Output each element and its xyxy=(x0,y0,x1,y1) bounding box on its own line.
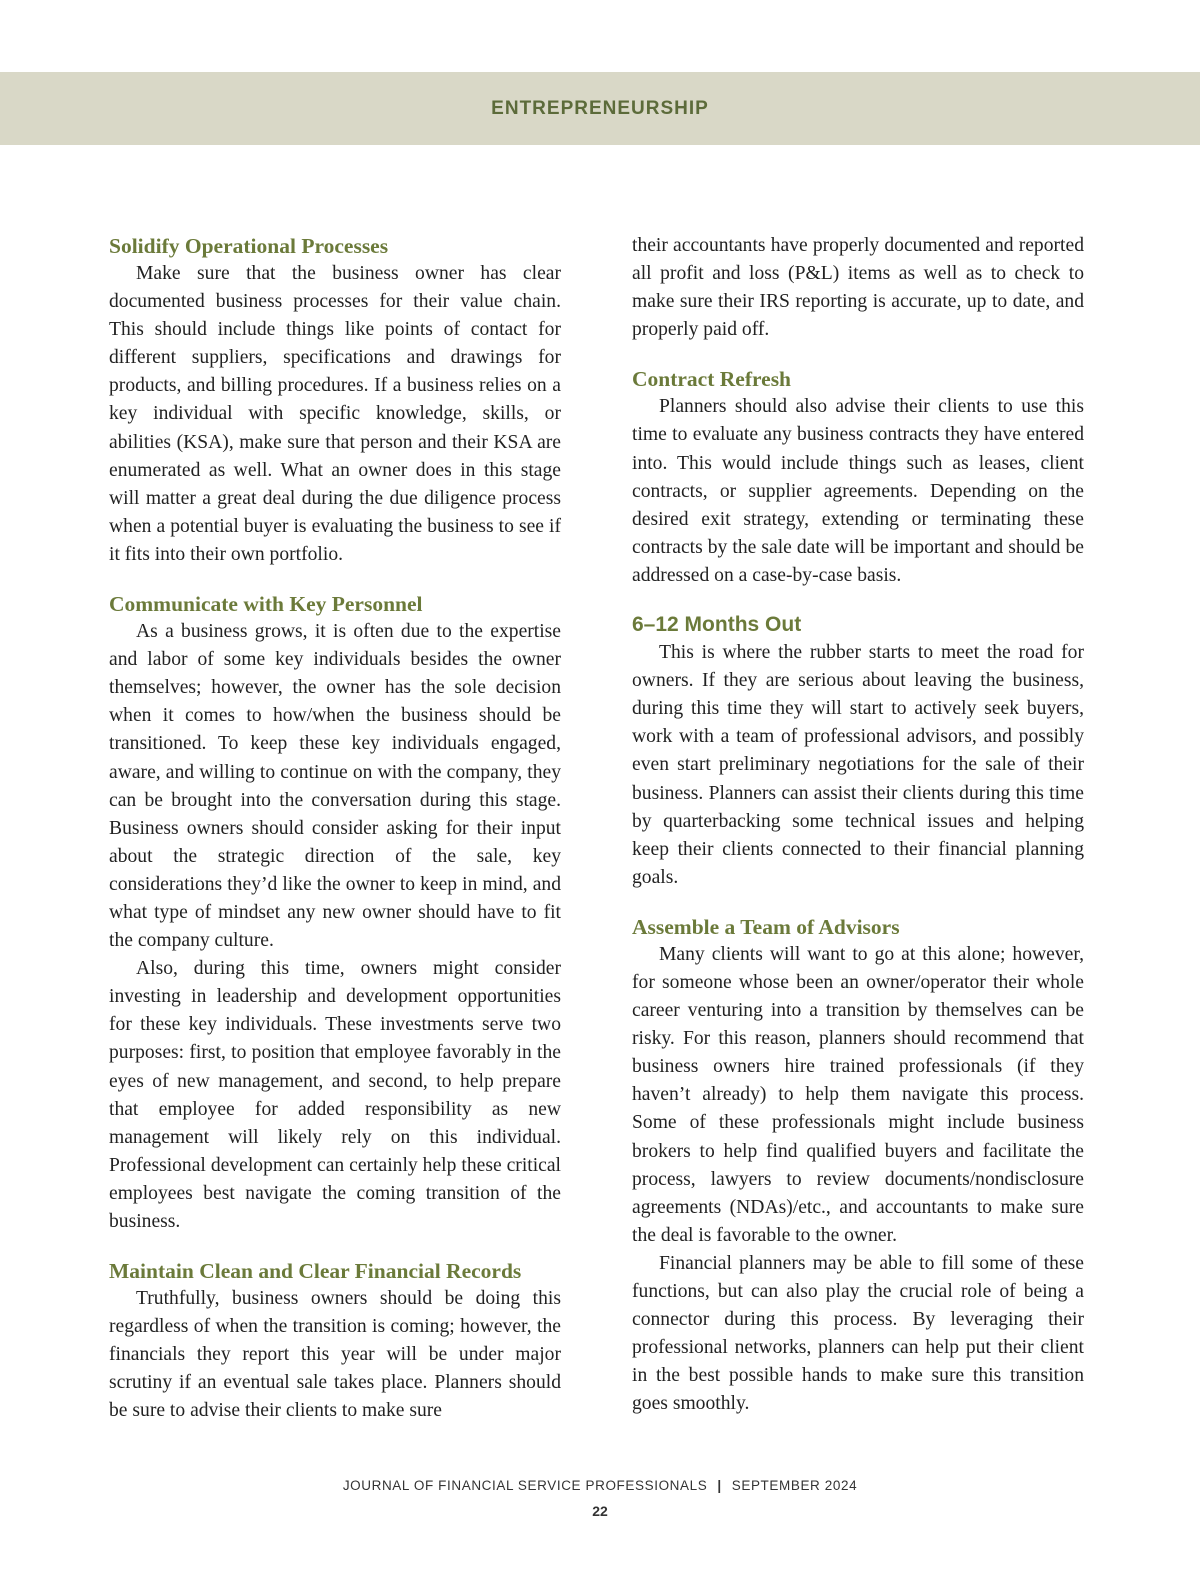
left-column xyxy=(109,232,561,1426)
paragraph: Truthfully, business owners should be doing this regardless of when the transition is coming; however, the financials they report this year will be under major scrutiny if an eventual sale takes place. Planners should be sure to advise their clients to make sure xyxy=(109,1288,561,1422)
page-number: 22 xyxy=(592,1503,608,1519)
paragraph: Make sure that the business owner has clear documented business processes for their value chain. This should include things like points of contact for different suppliers, specifications and drawings for products, and billing procedures. If a business relies on a key individual with specific knowledge, skills, or abilities (KSA), make sure that person and their KSA are enumerated as well. What an owner does in this stage will matter a great deal during the due diligence process when a potential buyer is evaluating the business to see if it fits into their own portfolio. xyxy=(109,263,561,565)
paragraph: As a business grows, it is often due to the expertise and labor of some key individuals besides the owner themselves; however, the owner has the sole decision when it comes to how/when the business should be transitioned. To keep these key individuals engaged, aware, and willing to continue on with the company, they can be brought into the conversation during this stage. Business owners should consider asking for their input about the strategic direction of the sale, key considerations they’d like the owner to keep in mind, and what type of mindset any new owner should have to fit the company culture. xyxy=(109,621,561,952)
heading-solidify-operational-processes: Solidify Operational Processes xyxy=(109,234,389,258)
right-column xyxy=(632,232,1084,1418)
heading-financial-records: Maintain Clean and Clear Financial Records xyxy=(109,1259,522,1284)
paragraph: Also, during this time, owners might consider investing in leadership and development opportunities for these key individuals. These investments serve two purposes: first, to position that employee favorably in the eyes of new management, and second, to help prepare that employee for added responsibility as new management will likely rely on this individual. Professional development can certainly help these critical employees best navigate the coming transition of the business. xyxy=(109,958,561,1232)
heading-6-12-months-out: 6–12 Months Out xyxy=(632,613,802,637)
heading-communicate-key-personnel: Communicate with Key Personnel xyxy=(109,592,423,617)
paragraph: Financial planners may be able to fill some of these functions, but can also play the crucial role of being a connector during this process. By leveraging their professional networks, planners can help put their client in the best possible hands to make sure this transition goes smoothly. xyxy=(632,1252,1084,1415)
paragraph-continuation: their accountants have properly documented and reported all profit and loss (P&L) items as well as to check to make sure their IRS reporting is accurate, up to date, and properly paid off. xyxy=(632,235,1084,341)
paragraph: This is where the rubber starts to meet the road for owners. If they are serious about leaving the business, during this time they will start to actively seek buyers, work with a team of professional advisors, and possibly even start preliminary negotiations for the sale of their business. Planners can assist their clients during this time by quarterbacking some technical issues and helping keep their clients connected to their financial planning goals. xyxy=(632,642,1084,888)
heading-assemble-team-advisors: Assemble a Team of Advisors xyxy=(632,914,900,939)
journal-name: JOURNAL OF FINANCIAL SERVICE PROFESSIONALS xyxy=(342,1478,708,1493)
issue-date: SEPTEMBER 2024 xyxy=(731,1478,858,1493)
section-label: ENTREPRENEURSHIP xyxy=(491,97,709,119)
paragraph: Planners should also advise their clients to use this time to evaluate any business contracts they have entered into. This would include things such as leases, client contracts, or supplier agreements. Depending on the desired exit strategy, extending or terminating these contracts by the sale date will be important and should be addressed on a case-by-case basis. xyxy=(632,396,1084,586)
paragraph: Many clients will want to go at this alone; however, for someone whose been an owner/operator their whole career venturing into a transition by themselves can be risky. For this reason, planners should recommend that business owners hire trained professionals (if they haven’t already) to help them navigate this process. Some of these professionals might include business brokers to help find qualified buyers and facilitate the process, lawyers to review documents/nondisclosure agreements (NDAs)/etc., and accountants to make sure the deal is favorable to the owner. xyxy=(632,943,1084,1246)
heading-contract-refresh: Contract Refresh xyxy=(632,367,792,392)
footer-separator: | xyxy=(717,1478,722,1493)
section-banner xyxy=(0,72,1200,145)
footer xyxy=(0,1478,1200,1493)
